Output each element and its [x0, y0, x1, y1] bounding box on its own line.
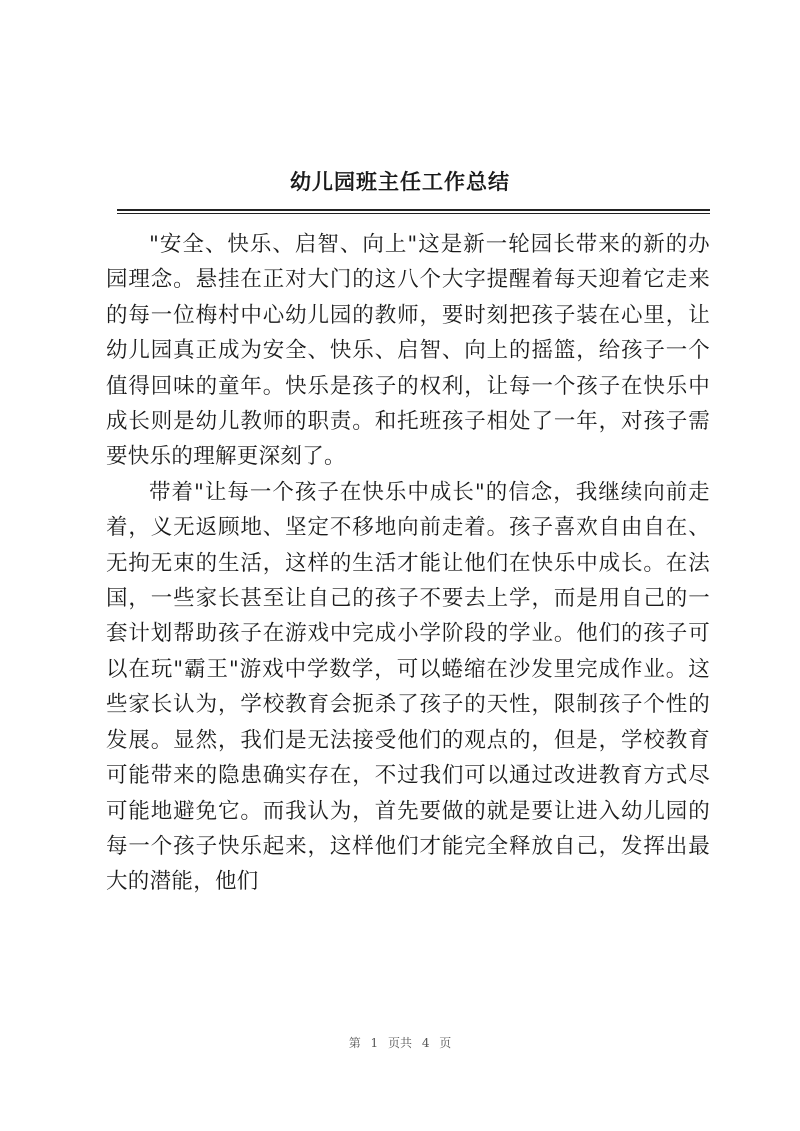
page-footer: 第 1 页共 4 页	[348, 1036, 452, 1050]
paragraph-1: "安全、快乐、启智、向上"这是新一轮园长带来的新的办园理念。悬挂在正对大门的这八个大字提醒着每天迎着它走来的每一位梅村中心幼儿园的教师，要时刻把孩子装在心里，让幼儿园真正成为安全、快乐、启智、向上的摇篮，给孩子一个值得回味的童年。快乐是孩子的权利，让每一个孩子在快乐中成长则是幼儿教师的职责。和托班孩子相处了一年，对孩子需要快乐的理解更深刻了。	[106, 232, 710, 470]
paragraph-2: 带着"让每一个孩子在快乐中成长"的信念，我继续向前走着，义无返顾地、坚定不移地向前走着。孩子喜欢自由自在、无拘无束的生活，这样的生活才能让他们在快乐中成长。在法国，一些家长甚至让自己的孩子不要去上学，而是用自己的一套计划帮助孩子在游戏中完成小学阶段的学业。他们的孩子可以在玩"霸王"游戏中学数学，可以蜷缩在沙发里完成作业。这些家长认为，学校教育会扼杀了孩子的天性，限制孩子个性的发展。显然，我们是无法接受他们的观点的，但是，学校教育可能带来的隐患确实存在，不过我们可以通过改进教育方式尽可能地避免它。而我认为，首先要做的就是要让进入幼儿园的每一个孩子快乐起来，这样他们才能完全释放自己，发挥出最大的潜能，他们	[106, 479, 710, 895]
title-divider	[117, 209, 710, 214]
document-body	[106, 227, 710, 900]
page-title: 幼儿园班主任工作总结	[290, 169, 510, 194]
